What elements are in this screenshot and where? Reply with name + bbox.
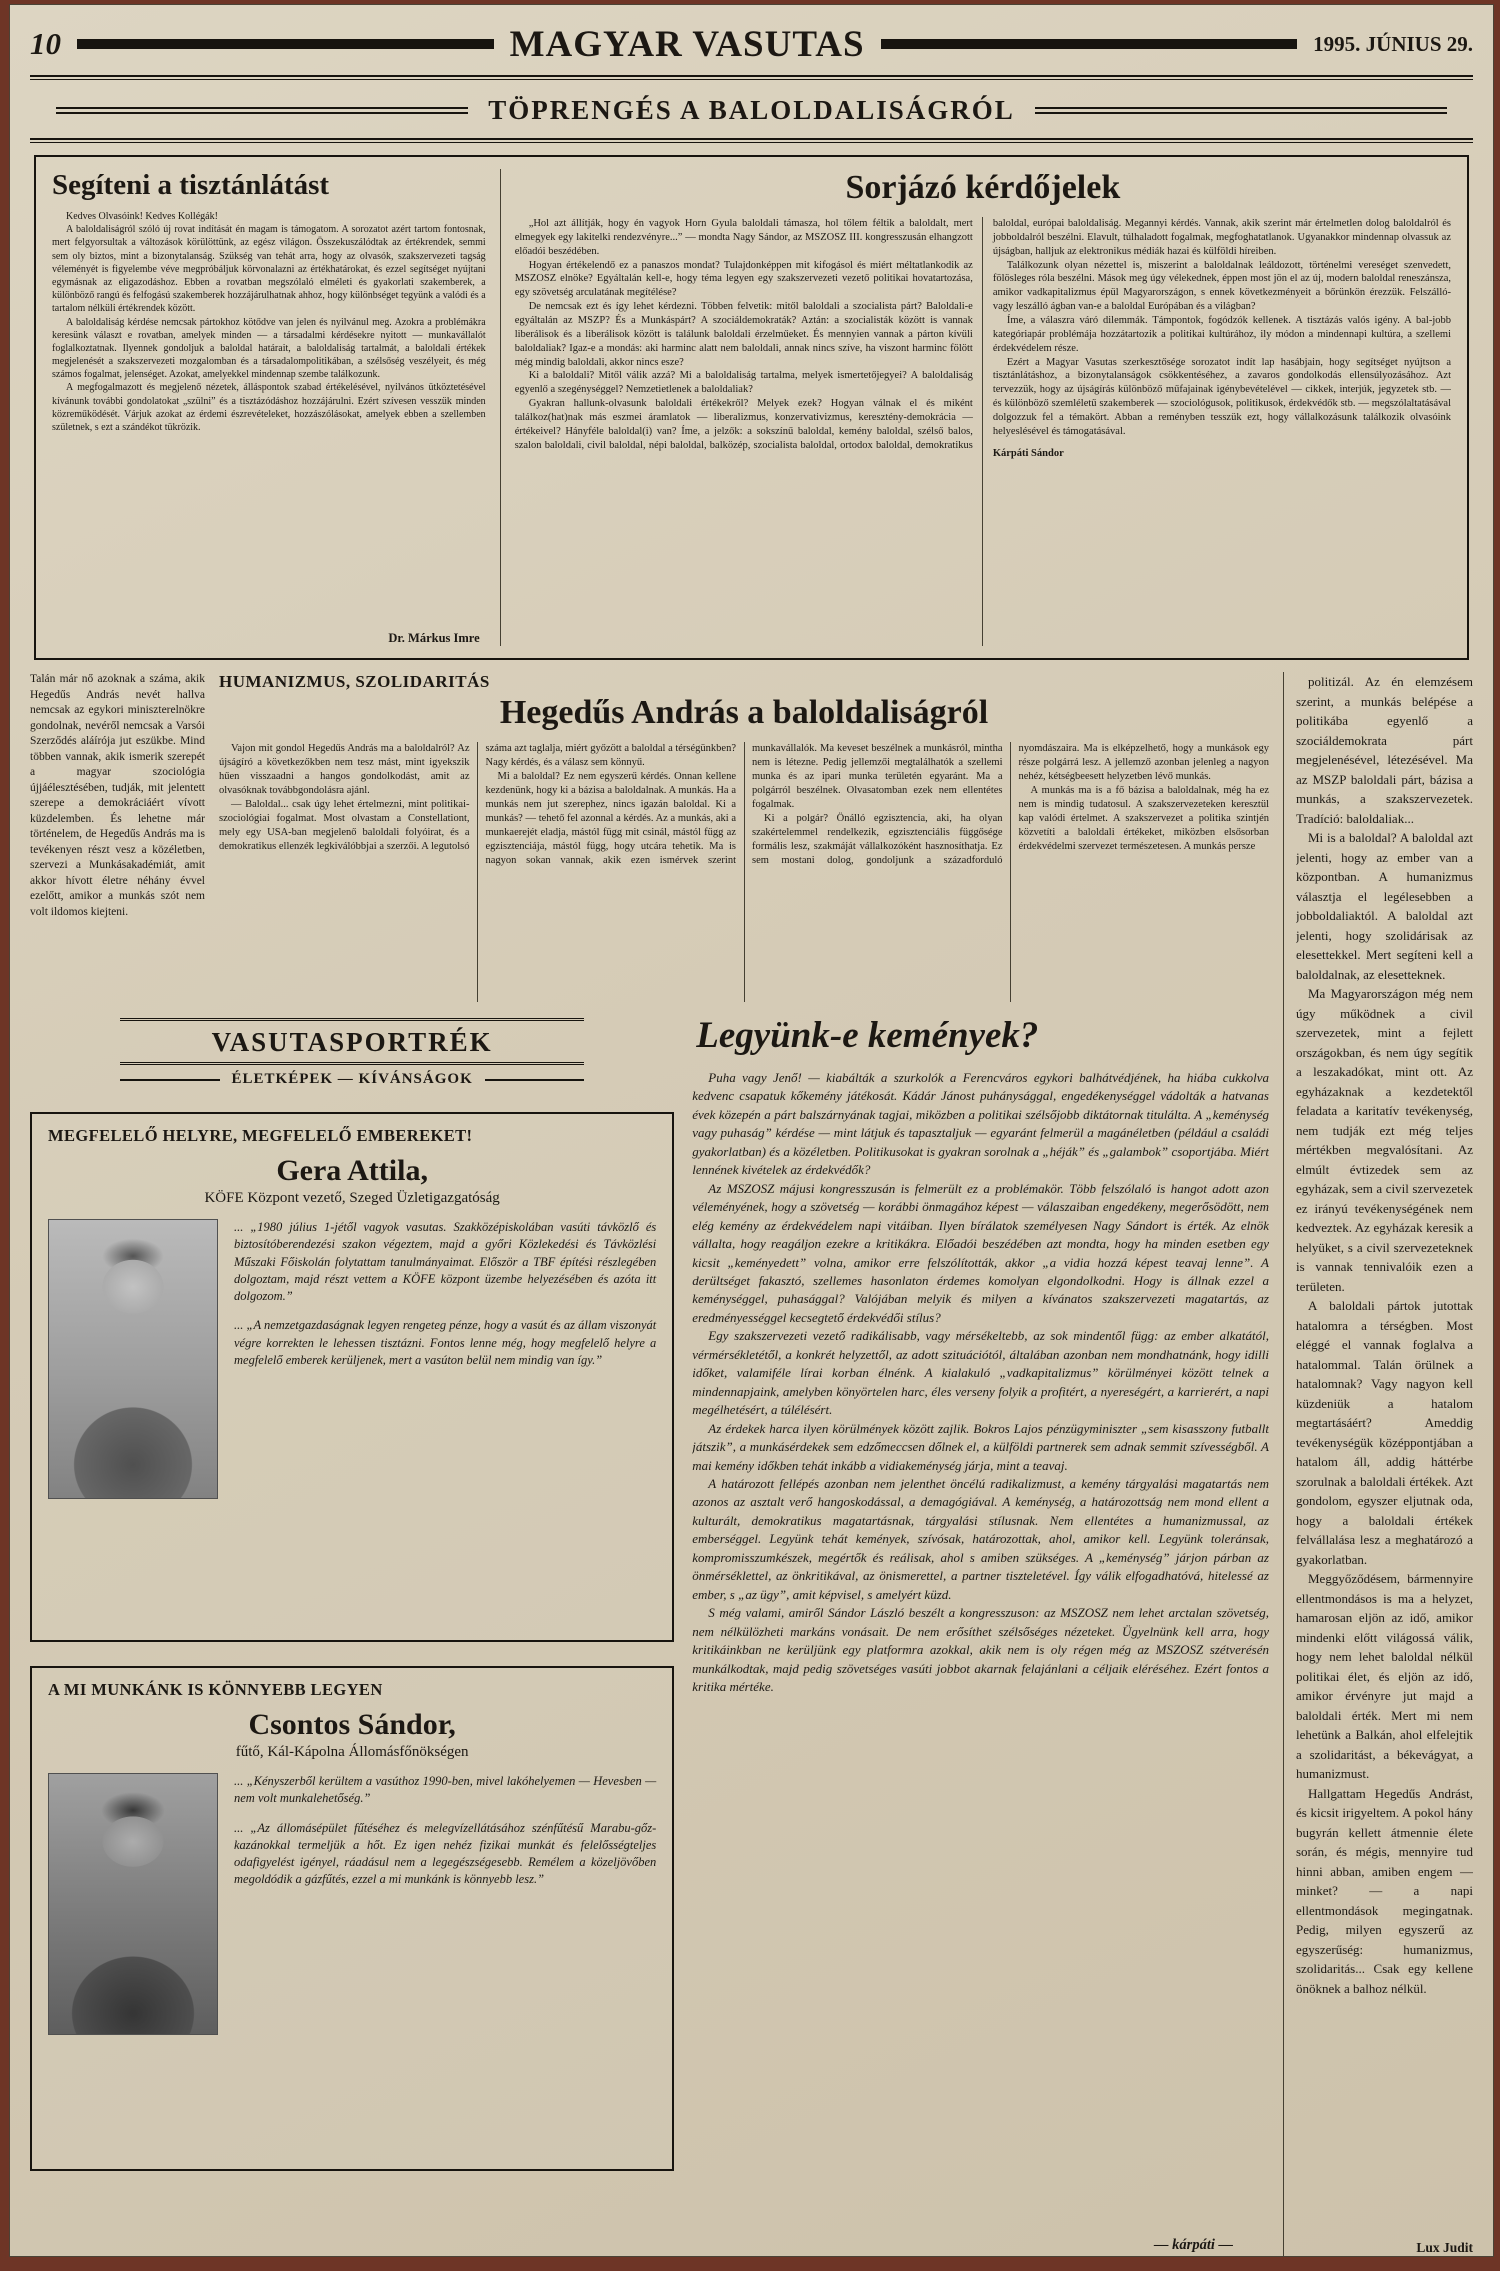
csontos-quotes bbox=[234, 1773, 656, 2035]
gera-quotes bbox=[234, 1219, 656, 1499]
masthead-title: MAGYAR VASUTAS bbox=[509, 23, 865, 65]
hegedus-body bbox=[219, 742, 1269, 1002]
gera-role: KÖFE Központ vezető, Szeged Üzletigazgatóság bbox=[204, 1190, 500, 1206]
sorjazo-paragraph: De nemcsak ezt és így lehet kérdezni. Többen felvetik: mitől baloldali a szocialista párt? Baloldali-e egyáltalán az MSZP? És a Munkáspárt? A szociáldemokraták? Aztán: a szocialisták között is vannak liberálisok és a liberálisok között is találunk baloldali érzelműeket. És mennyien vannak a párton kívüli baloldaliak? Igaz-e a mondás: aki harminc alatt nem baloldali, annak nincs szíve, ha viszont harminc fölött még mindig baloldali, akkor nincs esze? bbox=[514, 301, 973, 368]
segiteni-body bbox=[52, 210, 486, 625]
banner-title: TÖPRENGÉS A BALOLDALISÁGRÓL bbox=[488, 94, 1015, 125]
header-bar-right bbox=[881, 39, 1298, 49]
header-bar-left bbox=[77, 39, 494, 49]
gera-kicker: MEGFELELŐ HELYRE, MEGFELELŐ EMBEREKET! bbox=[48, 1126, 473, 1145]
rule-top bbox=[30, 75, 1473, 80]
portrait-box-csontos bbox=[30, 1666, 674, 2171]
gera-portrait-photo bbox=[48, 1219, 218, 1499]
vasutasportrek-subtitle-row bbox=[120, 1071, 584, 1088]
hegedus-paragraph: Ki a polgár? Önálló egzisztencia, aki, ha olyan szakértelemmel rendelkezik, egzisztenciális függősége formális lesz, szakmáját vállalkozóként hasznosíthatja. Ez sem mostani dolog, gondoljunk a századforduló nyomdászaira. Ma is elképzelhető, hogy a munkások egy része polgárrá lesz. A jellemző azonban jelenleg a nagyon nehéz, kétségbeesett helyzetben lévő munkás. bbox=[752, 743, 1269, 866]
gera-quote: ... „1980 július 1-jétől vagyok vasutas. Szakközépiskolában vasúti távközlő és biztosítóberendezési szakon végeztem, majd a győri Közlekedési és Távközlési Műszaki Főiskolán folytattam tanulmányaimat. Először a TBF építési részlegében dolgoztam, majd részt vettem a KÖFE központ üzembe helyezésében és azóta itt dolgozom.” bbox=[234, 1220, 657, 1303]
kemenyek-body bbox=[692, 1069, 1269, 2231]
main-content-grid bbox=[30, 672, 1473, 2256]
lower-section bbox=[30, 1014, 1269, 2256]
csontos-quote: ... „Kényszerből kerültem a vasúthoz 1990-ben, mivel lakóhelyemen — Hevesben — nem volt munkalehetőség.” bbox=[234, 1774, 657, 1806]
csontos-name: Csontos Sándor, bbox=[248, 1708, 456, 1741]
vasutasportrek-title-box bbox=[120, 1018, 584, 1065]
hegedus-kicker: HUMANIZMUS, SZOLIDARITÁS bbox=[219, 672, 490, 691]
kemenyek-paragraph: Az érdekek harca ilyen körülmények között zajlik. Bokros Lajos pénzügyminiszter „sem kisasszony futballt játszik”, a munkásérdekek sem edzőmeccsen dőlnek el, a külföldi partnerek sem adnak semmit szívességből. A mai kemény időkben tehát inkább a vidiakeménység járja, mint a teavaj. bbox=[692, 1420, 1269, 1473]
gera-body bbox=[48, 1219, 656, 1499]
sorjazo-paragraph: Gyakran hallunk-olvasunk baloldali értékekről? Melyek ezek? Hogyan válnak el és miként találkoz(hat)nak más eszmei áramlatok — liberalizmus, konzervativizmus, keresztény-demokrácia — értékeivel? Hányféle baloldal(i) van? Íme, a jelzők: a sokszínű baloldal, kemény baloldal, szélső balos, szalon baloldali, civil baloldal, népi baloldal, balközép, szocialista baloldal, ortodox baloldal, demokratikus baloldal, európai baloldaliság. Megannyi kérdés. Vannak, akik szerint már értelmetlen dolog baloldalról és jobboldalról beszélni. Elavult, túlhaladott fogalmak, megfoghatatlanok. Ugyanakkor mindennap olvassuk az újságban, halljuk az elektronikus médiák hazai és külföldi híreiben. bbox=[514, 218, 1451, 451]
subtitle-rule-left bbox=[120, 1079, 219, 1081]
column-rule bbox=[500, 169, 501, 646]
hegedus-continuation-paragraph: Mi is a baloldal? A baloldal azt jelenti, hogy az ember van a központban. A humanizmus választja el legélesebben a jobboldaliaktól. A baloldal azt jelenti, hogy szolidárisak az elesettekkel. Mert segíteni kell a baloldalnak, az elesetteknek. bbox=[1296, 830, 1473, 982]
article-kemenyek bbox=[692, 1014, 1269, 2256]
hegedus-paragraph: — Baloldal... csak úgy lehet értelmezni, mint politikai-szociológiai fogalmat. Most olvastam a Constellationt, mely egy USA-ban megjelenő baloldali folyóirat, és a demokratikus ellenzék legkiválóbbjai a szerzői. A legutolsó száma azt taglalja, miért győzött a baloldal a térségünkben? Nagy kérdés, és a válasz sem könnyű. bbox=[219, 743, 736, 852]
hegedus-continuation-paragraph: Ma Magyarországon még nem úgy működnek a civil szervezetek, mint a fejlett országokban, és nem úgy segítik a leszakadókat, mint ott. Az egyházaknak a kezdetektől feladata a karitatív tevékenység, nem tudják ezt még teljes mértékben megvalósítani. Az elmúlt évtizedek sem az egyházak, sem a civil szervezetek ez irányú tevékenységének nem kedveztek. Az egyházak keresik a helyüket, s a civil szervezeteknek is vannak tennivalóik ezen a területen. bbox=[1296, 986, 1473, 1294]
segiteni-paragraph: A megfogalmazott és megjelenő nézetek, álláspontok szabad értékelésével, nyilvános ütköztetésével kívánunk további gondolatokat „szülni” és a tisztázódáshoz hozzájárulni. Ezért szívesen vesszük minden közreműködését. Várjuk azokat az érdemi észrevételeket, hozzászólásokat, amelyek ebben a szellemben születnek, s ezt a szándékot tükrözik. bbox=[52, 382, 486, 433]
article-sorjazo bbox=[515, 169, 1451, 646]
hegedus-continuation-column bbox=[1283, 672, 1473, 2256]
banner-line-right bbox=[1035, 107, 1447, 114]
segiteni-signature: Dr. Márkus Imre bbox=[388, 631, 480, 645]
sorjazo-paragraph: Íme, a válaszra váró dilemmák. Támpontok, fogódzók kellenek. A tisztázás valós igény. A bal-jobb kategóriapár problémája hozzátartozik a politikai kultúrához, ily módon a mindennapi kultúra, a szellemi érdekvédelem része. bbox=[992, 315, 1451, 354]
kemenyek-paragraph: Az MSZOSZ májusi kongresszusán is felmerült ez a problémakör. Több felszólaló is hangot adott azon véleményének, hogy a szövetség — korábbi önmagához képest — válaszaiban engedékeny, megerősödött, nem elég kemény az érdekvédelem napi vitáiban. Ilyen bírálatok személyesen Nagy Sándort is érték. Az elnök vállalta, hogy reagáljon ezekre a kritikákra. Előadói beszédében azt mondta, hogy ha minden esetben egy kicsit „keményedett” volna, amikor erre felszólították, akkor „a vidia hozzá képest teavaj lenne”. A derültséget fakasztó, szellemes hasonlaton érdemes komolyan elgondolkodni. Hogy is állnak ezzel a keménységgel, puhasággal? Valójában melyik és milyen a kívánatos szakszervezeti magatartás, az eredményességgel kecsegtető érdekvédői stílus? bbox=[692, 1180, 1269, 1325]
page-number: 10 bbox=[30, 26, 61, 61]
hegedus-paragraph: A munkás ma is a fő bázisa a baloldalnak, még ha ez nem is mindig tudatosul. A szakszervezeteken keresztül kap valódi értelmet. A szakszervezet a politika szintjén közvetíti a baloldali értékeket, miközben elsősorban érdekvédelmi szervezet természetesen. A munkás persze bbox=[1018, 784, 1269, 852]
banner-line-left bbox=[56, 107, 468, 114]
gera-quote: ... „A nemzetgazdaságnak legyen rengeteg pénze, hogy a vasút és az állam viszonyát végre korrekten le lehessen tisztázni. Fontos lenne még, hogy megfelelő helyre a megfelelő emberek kerüljenek, mert a vasúton belül nem mindig van így.” bbox=[234, 1318, 657, 1367]
kemenyek-paragraph: A határozott fellépés azonban nem jelenthet öncélú radikalizmust, a kemény tárgyalási magatartás nem azonos az asztalt verő hangoskodással, a demagógiával. A keménység, a határozottság nem mond ellent a kulturált, demokratikus magatartásnak, tárgyalási stílusnak. Nem ellentétes a humanizmussal, az emberséggel. Legyünk tehát kemények, szívósak, határozottak, ahol, amikor kell. Legyünk toleránsak, kompromisszumkészek, megértők és reálisak, ahol s amiben szükséges. A „keménység” járjon párban az önmérséklettel, az önkritikával, az önismerettel, a partner tiszteletével. Így válik elfogadhatóvá, hitelessé az ember, s „az ügy”, amit képvisel, s amelyért küzd. bbox=[692, 1475, 1269, 1602]
sorjazo-paragraph: Ki a baloldali? Mitől válik azzá? Mi a baloldaliság tartalma, melyek ismertetőjegyei? A baloldaliság egyenlő a szegénységgel? Nemzetietlenek a baloldaliak? bbox=[514, 370, 973, 396]
top-article-box bbox=[34, 155, 1469, 660]
sorjazo-signature: Kárpáti Sándor bbox=[992, 447, 1064, 459]
subtitle-rule-right bbox=[485, 1079, 584, 1081]
issue-date: 1995. JÚNIUS 29. bbox=[1313, 31, 1474, 56]
gera-name: Gera Attila, bbox=[276, 1154, 428, 1187]
segiteni-paragraph: A baloldaliságról szóló új rovat indítását én magam is támogatom. A sorozatot azért tartom fontosnak, mert felgyorsultak a változások körülöttünk, az egész világon. Összekuszálódtak az értékrendek, semmi sem oly biztos, mint a bizonytalanság. Szükség van tehát arra, hogy az olvasók, szakszervezeti tagság véleményét is figyelembe véve megpróbáljuk körvonalazni az értékhatárokat, és ezzel segítséget nyújtani egymásnak az eligazodáshoz. Ebben a rovatban megszólaló elméleti és gyakorlati szakemberek, a különböző rangú és felfogású szakemberek hozzájárulhatnak ahhoz, hogy különbséget tegyünk a valódi és a tartalom nélküli értékrendek között. bbox=[52, 224, 486, 315]
sorjazo-paragraph: „Hol azt állítják, hogy én vagyok Horn Gyula baloldali támasza, hol tőlem féltik a baloldalt, mert elmegyek egy lakitelki rendezvényre...” — mondta Nagy Sándor, az MSZOSZ III. kongresszusán elhangzott előadói beszédében. bbox=[514, 218, 973, 257]
rule-banner-bottom bbox=[30, 138, 1473, 143]
portrait-box-gera bbox=[30, 1112, 674, 1642]
kemenyek-paragraph: S még valami, amiről Sándor László beszélt a kongresszuson: az MSZOSZ nem lehet arctalan szövetség, nem nélkülözheti markáns vonásait. De nem erősíthet szélsőséges nézeteket. Ügyelnünk kell arra, hogy kritikáinkban ne kerüljünk egy platformra azokkal, akik nem is oly régen még az MSZOSZ szétverésén munkálkodtak, majd pedig szövetséges vasúti jobbot akarnak felajánlani a céljaik eléréséhez. Ezért fontos a kritika mértéke. bbox=[692, 1605, 1269, 1694]
sorjazo-paragraph: Ezért a Magyar Vasutas szerkesztősége sorozatot indít lap hasábjain, hogy segítséget nyújtson a tisztánlátáshoz, a bizonytalanságok csökkentéséhez, a zavaros gondolkodás ellensúlyozásához. Azt tervezzük, hogy az újságírás különböző műfajainak igénybevételével — cikkek, interjúk, jegyzetek stb. — és különböző szemléletű szakemberek — szociológusok, politikusok, érdekvédők stb. — megszólaltatásával dolgozzuk fel a témakört. Abban a reményben tesszük ezt, hogy vállalkozásunk találkozik olvasóink helyeslésével és támogatásával. bbox=[992, 356, 1451, 437]
hegedus-continuation-paragraph: A baloldali pártok jutottak hatalomra a térségben. Most eléggé el vannak foglalva a hatalommal. Talán örülnek a hatalomnak? Vagy nagyon kell küzdeniük a hatalom megtartásáért? Ameddig tevékenységük középpontjában a hatalom áll, addig háttérbe szorulnak a baloldali értékek. Azt gondolom, egyszer eljutnak oda, hogy a baloldali értékek felvállalása lesz a meghatározó a gyakorlatban. bbox=[1296, 1298, 1473, 1567]
kemenyek-signature: — kárpáti — bbox=[1154, 2237, 1233, 2253]
article-segiteni bbox=[52, 169, 486, 646]
sorjazo-title: Sorjázó kérdőjelek bbox=[845, 169, 1121, 206]
hegedus-title: Hegedűs András a baloldaliságról bbox=[499, 694, 989, 731]
hegedus-continuation-paragraph: politizál. Az én elemzésem szerint, a munkás belépése a politikába egyenlő a szociáldemokrata párt megjelenésével, létezésével. Ma az MSZP baloldali párt, bázisa a munkás, a szakszervezetek. Tradíció: baloldaliak... bbox=[1296, 674, 1473, 826]
portraits-column bbox=[30, 1014, 674, 2256]
article-hegedus bbox=[219, 672, 1269, 1002]
hegedus-intro-column: Talán már nő azoknak a száma, akik Hegedűs András nevét hallva nemcsak az egykori miniszterelnökre gondolnak, nevéről nemcsak a Varsói Szerződés aláírója jut eszükbe. Mind többen vannak, akik ismerik szerepét a magyar szociológia újjáélesztésében, tudják, mit jelentett szerepe a demokráciáért vívott küzdelemben. És lehetne már történelem, de Hegedűs András ma is tevékenyen részt vesz a közéletben, szervezi a Munkásakadémiát, amit akkor hívott életre néhány évvel ezelőtt, amikor a munkás szót nem volt ildomos kiejteni. bbox=[30, 673, 205, 918]
segiteni-paragraph: Kedves Olvasóink! Kedves Kollégák! bbox=[66, 211, 218, 222]
sorjazo-paragraph: Találkozunk olyan nézettel is, miszerint a baloldalnak leáldozott, történelmi vereséget szenvedett, fölösleges róla beszélni. Mások meg úgy vélekednek, éppen most jön el az új, modern baloldal reneszánsza, amikor vadkapitalizmus épül Magyarországon, s ennek következményeit a bőrünkön érezzük. Felszálló- vagy leszálló ágban van-e a baloldal Európában és a világban? bbox=[992, 259, 1451, 313]
csontos-quote: ... „Az állomásépület fűtéséhez és melegvízellátásához szénfűtésű Marabu-gőz-kazánokkal termeljük a hőt. Ez igen nehéz fizikai munkát és felelősségteljes odafigyelést igényel, ráadásul nem a legegészségesebb. Remélem a közeljövőben megoldódik a gázfűtés, ezzel a mi munkánk is könnyebb lesz.” bbox=[234, 1820, 657, 1887]
segiteni-title: Segíteni a tisztánlátást bbox=[52, 169, 330, 201]
hegedus-signature: Lux Judit bbox=[1416, 2240, 1473, 2255]
csontos-body bbox=[48, 1773, 656, 2035]
section-banner bbox=[56, 90, 1447, 130]
hegedus-continuation-body bbox=[1296, 672, 1473, 2234]
csontos-kicker: A MI MUNKÁNK IS KÖNNYEBB LEGYEN bbox=[48, 1680, 383, 1699]
hegedus-continuation-paragraph: Meggyőződésem, bármennyire ellentmondásos is ma a helyzet, hamarosan eljön az idő, amikor mindenki előtt világossá válik, hogy nem lehet baloldal nélkül politikai élet, és eljön az idő, amikor érvényre jut majd a baloldali érték. Mert mi nem lehetünk a Balkán, ahol elfelejtik a szolidaritást, a békevágyat, a humanizmust. bbox=[1296, 1571, 1473, 1781]
hegedus-continuation-paragraph: Hallgattam Hegedűs Andrást, és kicsit irigyeltem. A pokol hány bugyrán kellett átmennie élete során, és mégis, mennyire tud hinni abban, amiben engem — minket? — a napi ellentmondások megingatnak. Pedig, milyen egyszerű az egyszerűség: humanizmus, szolidaritás... Csak egy kellene önöknek a balhoz nélkül. bbox=[1296, 1785, 1473, 1996]
sorjazo-paragraph: Hogyan értékelendő ez a panaszos mondat? Tulajdonképpen mit kifogásol és miért méltatlankodik az MSZOSZ elnöke? Egyáltalán kell-e, hogy téma legyen egy szakszervezeti vezető politikai hovatartozása, egy szövetség arculatának megítélése? bbox=[514, 259, 973, 299]
kemenyek-title: Legyünk-e kemények? bbox=[696, 1015, 1039, 1056]
hegedus-paragraph: Mi a baloldal? Ez nem egyszerű kérdés. Onnan kellene kezdenünk, hogy ki a bázisa a baloldalnak. A munkás. Ha a munkás nem jut szerephez, nincs igazán baloldal. Ki a munkás? — tehető fel azonnal a kérdés. Az a munkás, aki a munkaerejét eladja, mástól függ mit csinál, mástól függ az egzisztenciája, mástól függ, hogy utcára tehetik. Ma is nagyon sokan vannak, akik ezen ismérvek szerint munkavállalók. Ma keveset beszélnek a munkásról, mintha nem is létezne. Pedig jellemzői megtalálhatók a szellemi munka és az ipari munka területén egyaránt. Ma a polgárról beszélnek. Olvasatomban ezek nem ellentétes fogalmak. bbox=[485, 743, 1003, 866]
newspaper-page bbox=[9, 4, 1494, 2257]
csontos-portrait-photo bbox=[48, 1773, 218, 2035]
vasutasportrek-subtitle: ÉLETKÉPEK — KÍVÁNSÁGOK bbox=[231, 1071, 473, 1087]
kemenyek-paragraph: Puha vagy Jenő! — kiabálták a szurkolók a Ferencváros egykori balhátvédjének, ha hiába cukkolva kedvenc csapatuk kőkemény játékosát. Kádár Jánost puhánysággal, engedékenységgel vádolták a hatvanas évek közepén a párt balszárnyának tagjai, miközben a politikai szélsőjobb diktátornak titulálta. A „keménység vagy puhaság” kérdése — mint látjuk és tapasztaljuk — egyaránt felmerül a magánéletben (például a családi gyakorlatban) és a közéletben. Politikusokat is gyakran sorolnak a „héják” és „galambok” csoportjába. Miért lennének kivételek az érdekvédők? bbox=[692, 1070, 1269, 1178]
vasutasportrek-header bbox=[120, 1018, 584, 1088]
sorjazo-body bbox=[515, 217, 1451, 646]
kemenyek-paragraph: Egy szakszervezeti vezető radikálisabb, vagy mérsékeltebb, az sok mindentől függ: az ember alkatától, vérmérsékletétől, a konkrét helyzettől, az adott szituációtól, általában azonban nem mondhatnánk, hogy idilli időket, valamiféle lírai korban élnénk. A kialakuló „vadkapitalizmus” körülményei között telnek a mindennapjaink, amelyben könyörtelen harc, éles verseny folyik a profitért, a nyereségért, a karrierért, a napi megélhetésért, a túlélésért. bbox=[692, 1328, 1269, 1418]
page-header bbox=[30, 21, 1473, 67]
hegedus-paragraph: Vajon mit gondol Hegedűs András ma a baloldalról? Az újságíró a következőkben nem tesz mást, mint igyekszik hűen visszaadni a hangos gondolkodást, amit az olvasóknak továbbgondolásra ajánl. bbox=[219, 743, 470, 796]
csontos-role: fűtő, Kál-Kápolna Állomásfőnökségen bbox=[235, 1744, 469, 1760]
vasutasportrek-title: VASUTASPORTRÉK bbox=[211, 1027, 493, 1057]
segiteni-paragraph: A baloldaliság kérdése nemcsak pártokhoz kötődve van jelen és nyilvánul meg. Azokra a problémákra keresünk választ e rovatban, amelyek minden — a társadalmi kérdésekre nyitott — munkavállalót foglalkoztatnak. Ilyennek gondoljuk a baloldal határait, a baloldaliság tartalmát, a baloldali értékek megjelenését a szakszervezeti mozgalomban és a társadalompolitikában, a szélsőség veszélyeit, és még számos fogalmat, jelenséget. Azokat, amelyekkel mindennap szembe találkozunk. bbox=[52, 316, 486, 381]
